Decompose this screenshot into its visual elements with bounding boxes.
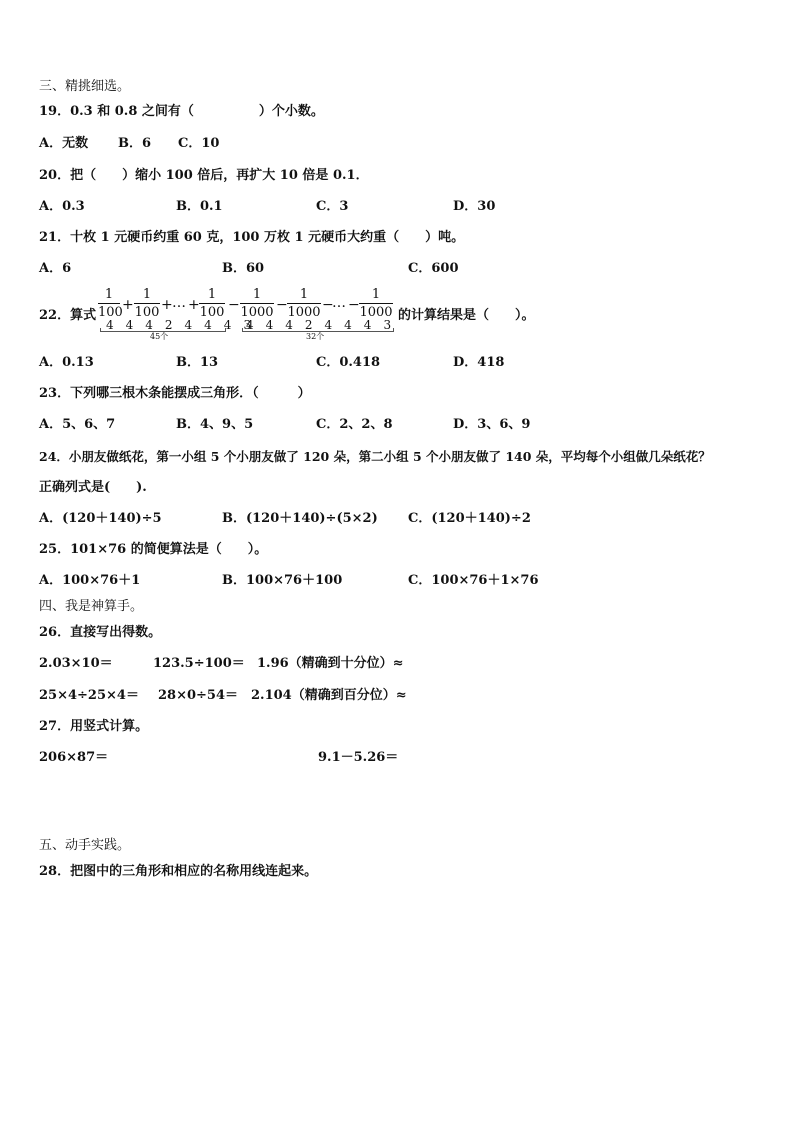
- fraction-1: [98, 287, 123, 320]
- plus-sign-1: +: [122, 297, 134, 313]
- fraction-3: [199, 288, 225, 320]
- q20-option-d[interactable]: D．30: [453, 199, 496, 214]
- q25-option-a[interactable]: A．100×76＋1: [39, 573, 141, 588]
- fraction-2: [134, 288, 160, 320]
- q20-option-b[interactable]: B．0.1: [176, 199, 223, 214]
- fraction-1-den: 100: [98, 305, 123, 320]
- question-22-prefix: 22．算式: [39, 308, 97, 323]
- plus-sign-2: +: [161, 297, 173, 313]
- q23-option-a[interactable]: A．5、6、7: [39, 417, 116, 432]
- question-28: 28．把图中的三角形和相应的名称用线连起来。: [39, 864, 318, 879]
- question-21: 21．十枚 1 元硬币约重 60 克，100 万枚 1 元硬币大约重（ ）吨。: [39, 230, 465, 245]
- fraction-4-den: 1000: [240, 305, 274, 320]
- question-20: 20．把（ ）缩小 100 倍后，再扩大 10 倍是 0.1．: [39, 168, 369, 183]
- q20-option-a[interactable]: A．0.3: [39, 199, 85, 214]
- q25-option-b[interactable]: B．100×76＋100: [222, 573, 343, 588]
- fraction-4-num: 1: [252, 287, 262, 302]
- q26-item-4: 25×4÷25×4＝: [39, 688, 139, 703]
- q19-option-a[interactable]: A．无数: [39, 136, 89, 151]
- fraction-3-num: 1: [207, 287, 217, 302]
- q19-option-c[interactable]: C．10: [178, 136, 220, 151]
- fraction-3-den: 100: [199, 305, 225, 320]
- minus-sign-1: −: [228, 297, 240, 313]
- q21-option-a[interactable]: A．6: [39, 261, 72, 276]
- question-22-suffix: 的计算结果是（ ）。: [398, 308, 535, 323]
- section-5-heading: 五、动手实践。: [39, 838, 131, 853]
- denominator-overlay-left: 4 4 4 2 4 4 4 3: [106, 318, 252, 332]
- fraction-5-den: 1000: [287, 305, 321, 320]
- fraction-5-num: 1: [299, 287, 309, 302]
- q26-item-3: 1.96（精确到十分位）≈: [257, 656, 404, 671]
- q23-option-d[interactable]: D．3、6、9: [453, 417, 531, 432]
- q24-option-a[interactable]: A．(120＋140)÷5: [39, 511, 162, 526]
- fraction-5: [287, 288, 321, 320]
- question-27: 27．用竖式计算。: [39, 719, 149, 734]
- fraction-6-den: 1000: [359, 305, 393, 320]
- q19-option-b[interactable]: B．6: [118, 136, 152, 151]
- question-24-line-2: 正确列式是( ).: [39, 480, 147, 495]
- ellipsis-2: …: [332, 295, 346, 311]
- fraction-2-num: 1: [142, 287, 152, 302]
- q26-item-1: 2.03×10＝: [39, 656, 113, 671]
- fraction-6-num: 1: [371, 287, 381, 302]
- q21-option-c[interactable]: C．600: [408, 261, 459, 276]
- q22-option-a[interactable]: A．0.13: [39, 355, 94, 370]
- minus-sign-3: −: [322, 297, 334, 313]
- ellipsis-1: …: [172, 295, 186, 311]
- fraction-4: [240, 288, 274, 320]
- section-4-heading: 四、我是神算手。: [39, 599, 144, 614]
- denominator-overlay-right: 4 4 4 2 4 4 4 3: [246, 318, 392, 332]
- fraction-1-num: 1: [104, 287, 114, 302]
- q20-option-c[interactable]: C．3: [316, 199, 349, 214]
- q24-option-c[interactable]: C．(120＋140)÷2: [408, 511, 531, 526]
- question-26: 26．直接写出得数。: [39, 625, 162, 640]
- q22-option-d[interactable]: D．418: [453, 355, 505, 370]
- question-19: 19．0.3 和 0.8 之间有（ ）个小数。: [39, 104, 324, 119]
- count-label-right: 32个: [306, 332, 325, 341]
- fraction-2-den: 100: [134, 305, 160, 320]
- q25-option-c[interactable]: C．100×76＋1×76: [408, 573, 539, 588]
- q23-option-c[interactable]: C．2、2、8: [316, 417, 393, 432]
- section-3-heading: 三、精挑细选。: [39, 79, 131, 94]
- count-label-left: 45个: [150, 332, 169, 341]
- question-23: 23．下列哪三根木条能摆成三角形．（ ）: [39, 386, 311, 401]
- q26-item-2: 123.5÷100＝: [153, 656, 245, 671]
- minus-sign-2: −: [276, 297, 288, 313]
- fraction-6: [359, 288, 393, 320]
- q21-option-b[interactable]: B．60: [222, 261, 265, 276]
- q26-item-5: 28×0÷54＝: [158, 688, 239, 703]
- q22-option-c[interactable]: C．0.418: [316, 355, 381, 370]
- q23-option-b[interactable]: B．4、9、5: [176, 417, 254, 432]
- question-24-line-1: 24．小朋友做纸花，第一小组 5 个小朋友做了 120 朵，第二小组 5 个小朋友做了 140 朵，平均每个小组做几朵纸花？: [39, 449, 711, 464]
- q24-option-b[interactable]: B．(120＋140)÷(5×2): [222, 511, 378, 526]
- question-25: 25．101×76 的简便算法是（ ）。: [39, 542, 268, 557]
- q27-item-2: 9.1－5.26＝: [318, 750, 399, 765]
- q22-option-b[interactable]: B．13: [176, 355, 219, 370]
- q27-item-1: 206×87＝: [39, 750, 109, 765]
- minus-sign-4: −: [348, 297, 360, 313]
- plus-sign-3: +: [188, 297, 200, 313]
- q26-item-6: 2.104（精确到百分位）≈: [251, 688, 407, 703]
